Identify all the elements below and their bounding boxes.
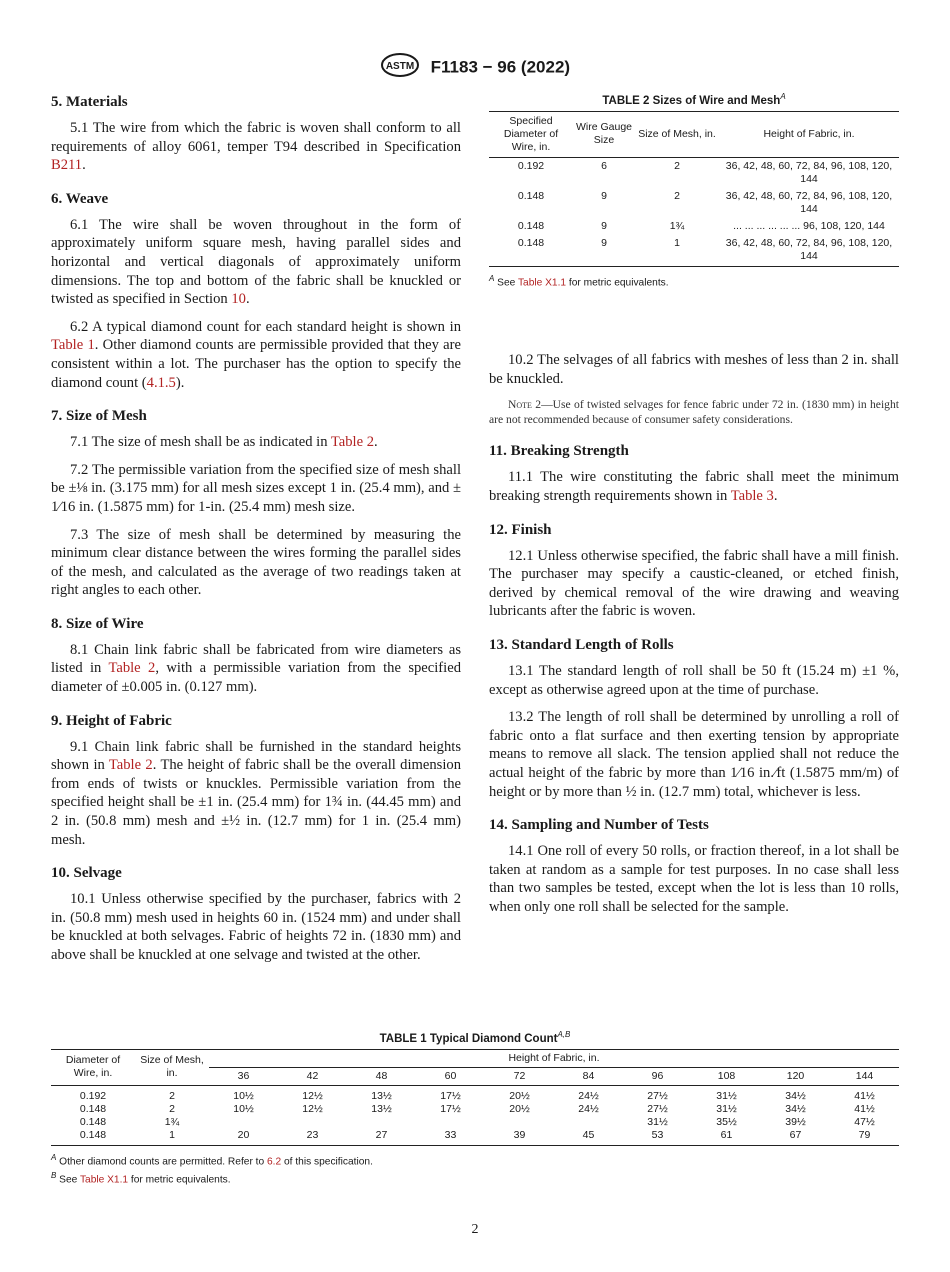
table-header-cell: 36 — [209, 1067, 278, 1085]
section-12 — [489, 520, 899, 621]
table-header-cell: 84 — [554, 1067, 623, 1085]
section-title: 5. Materials — [51, 94, 128, 110]
note-2: Note 2—Use of twisted selvages for fence fabric under 72 in. (1830 mm) in height are not recommended because of consumer safety considerations. — [489, 398, 899, 427]
table-cell — [209, 1116, 278, 1129]
table-cell: 31½ — [716, 1102, 737, 1115]
table-cell: ... ... ... ... ... ... 96, 108, 120, 144 — [733, 219, 885, 232]
paragraph-13-2: 13.2 The length of roll shall be determined by unrolling a roll of fabric onto a flat surface and then exerting tension by appropriate means to remove all slack. The tension applied shall not reduce the actual height of the fabric by more than 1⁄16 in.⁄ft (1.5875 mm/m) of height or by more than ½ in. (12.7 mm) total, whichever is less. — [489, 709, 899, 800]
section-7 — [51, 406, 461, 600]
table-cell: 34½ — [785, 1102, 806, 1115]
section-title: 8. Size of Wire — [51, 615, 144, 632]
table-header-cell: Height of Fabric, in. — [209, 1049, 899, 1067]
ref-link-table-2[interactable]: Table 2 — [108, 757, 153, 774]
table-cell: 10½ — [233, 1089, 254, 1102]
paragraph-7-1: 7.1 The size of mesh shall be as indicated in Table 2. — [70, 434, 378, 451]
table-cell: 0.148 — [51, 1129, 135, 1146]
table-cell: 0.192 — [79, 1089, 107, 1102]
table-header-cell: Size of Mesh, in. — [135, 1049, 209, 1085]
table-header-cell: 72 — [485, 1067, 554, 1085]
paragraph-11-1: 11.1 The wire constituting the fabric shall meet the minimum breaking strength requirements shown in Table 3. — [489, 469, 899, 504]
table-cell: 2 — [674, 189, 680, 202]
paragraph-6-1: 6.1 The wire shall be woven throughout in the form of approximately uniform square mesh, having parallel sides and horizontal and vertical diagonals of approximately uniform dimensions. The top and bottom of the fabric shall be knuckled or twisted as specified in Section 10. — [51, 216, 461, 308]
table-header-cell: 120 — [761, 1067, 830, 1085]
table-header-cell: 42 — [278, 1067, 347, 1085]
section-8 — [51, 614, 461, 697]
table-row — [51, 1085, 899, 1103]
paragraph-10-1: 10.1 Unless otherwise specified by the purchaser, fabrics with 2 in. (50.8 mm) mesh used in heights 60 in. (1524 mm) and under shall be knuckled at both selvages. Fabric of heights 72 in. (1830 mm) and above shall be knuckled at one selvage and twisted at the other. — [51, 891, 461, 963]
left-column — [51, 92, 461, 979]
table-cell: 36, 42, 48, 60, 72, 84, 96, 108, 120, 144 — [725, 189, 893, 215]
table-cell: 20 — [209, 1129, 278, 1146]
table-header-cell: 96 — [623, 1067, 692, 1085]
table-1-title: TABLE 1 Typical Diamond Count$^{A,B}$ — [379, 1030, 571, 1045]
astm-logo-icon — [380, 52, 420, 83]
table-cell: 0.148 — [489, 235, 573, 267]
table-cell: 1¾ — [669, 219, 685, 232]
table-cell: 17½ — [440, 1089, 461, 1102]
table-header-cell: 60 — [416, 1067, 485, 1085]
document-designation: F1183 − 96 (2022) — [430, 57, 571, 77]
ref-link-4-1-5[interactable]: 4.1.5 — [146, 374, 176, 391]
section-11 — [489, 441, 899, 505]
table-2-footnote: $^A$ See Table X1.1 for metric equivalents. — [489, 273, 669, 289]
table-cell: 23 — [278, 1129, 347, 1146]
table-cell — [554, 1116, 623, 1129]
table-row — [51, 1116, 899, 1129]
section-6 — [51, 189, 461, 392]
table-cell — [347, 1116, 416, 1129]
table-cell: 0.148 — [517, 189, 545, 202]
astm-logo-text: ASTM — [385, 61, 415, 72]
table-cell: 79 — [830, 1129, 899, 1146]
table-cell: 0.192 — [517, 159, 545, 172]
paragraph-13-1: 13.1 The standard length of roll shall be 50 ft (15.24 m) ±1 %, except as otherwise agreed upon at the time of purchase. — [489, 662, 899, 698]
table-cell: 39½ — [785, 1115, 806, 1128]
table-header-cell: 48 — [347, 1067, 416, 1085]
table-cell: 36, 42, 48, 60, 72, 84, 96, 108, 120, 144 — [725, 159, 893, 185]
table-cell: 24½ — [578, 1089, 599, 1102]
ref-link-table-x1-1[interactable]: Table X1.1 — [517, 277, 567, 289]
table-cell: 0.148 — [517, 219, 545, 232]
table-cell: 47½ — [854, 1115, 875, 1128]
section-10-continued — [489, 351, 899, 427]
table-cell: 12½ — [302, 1102, 323, 1115]
table-cell: 24½ — [578, 1102, 599, 1115]
table-cell: 20½ — [509, 1102, 530, 1115]
paragraph-14-1: 14.1 One roll of every 50 rolls, or fraction thereof, in a lot shall be taken at random as a sample for test purposes. In no case shall less than two samples be tested, except when the lot is less than 10 rolls, when only one roll shall be selected for the sample. — [489, 843, 899, 915]
table-cell: 0.148 — [79, 1102, 107, 1115]
ref-link-table-x1-1[interactable]: Table X1.1 — [79, 1174, 129, 1186]
table-header-cell: Height of Fabric, in. — [719, 111, 899, 157]
table-row — [51, 1129, 899, 1146]
table-cell: 36, 42, 48, 60, 72, 84, 96, 108, 120, 144 — [719, 235, 899, 267]
section-title: 14. Sampling and Number of Tests — [489, 817, 709, 834]
table-cell: 61 — [692, 1129, 761, 1146]
table-cell: 9 — [601, 219, 607, 232]
table-cell: 9 — [573, 235, 635, 267]
table-cell: 35½ — [716, 1115, 737, 1128]
ref-link-section-10[interactable]: 10 — [231, 291, 246, 308]
paragraph-7-3: 7.3 The size of mesh shall be determined by measuring the minimum clear distance between the wires forming the parallel sides of the mesh, and calculated as the average of two readings taken at right angles to each other. — [51, 526, 461, 599]
section-14 — [489, 815, 899, 916]
table-cell: 9 — [601, 189, 607, 202]
table-cell: 34½ — [785, 1089, 806, 1102]
table-row — [489, 235, 899, 267]
table-cell: 1¾ — [164, 1115, 180, 1128]
table-header-cell: Diameter of Wire, in. — [51, 1049, 135, 1085]
table-cell: 27½ — [647, 1089, 668, 1102]
table-cell: 67 — [761, 1129, 830, 1146]
section-title: 7. Size of Mesh — [51, 408, 147, 425]
section-title: 13. Standard Length of Rolls — [489, 636, 674, 653]
paragraph-6-2: 6.2 A typical diamond count for each standard height is shown in Table 1. Other diamond counts are permissible provided that they are consistent within a lot. The purchaser has the option to specify the diamond count (4.1.5). — [51, 318, 461, 391]
table-row — [489, 218, 899, 235]
table-cell: 27½ — [647, 1102, 668, 1115]
section-title: 10. Selvage — [51, 865, 122, 882]
table-cell — [485, 1116, 554, 1129]
paragraph-10-2: 10.2 The selvages of all fabrics with meshes of less than 2 in. shall be knuckled. — [489, 352, 899, 387]
paragraph-5-1: 5.1 The wire from which the fabric is woven shall conform to all requirements of alloy 6061, temper T94 described in Specification B211. — [51, 120, 461, 174]
table-cell: 13½ — [371, 1089, 392, 1102]
table-header-cell: 144 — [830, 1067, 899, 1085]
table-cell: 41½ — [854, 1102, 875, 1115]
table-cell — [416, 1116, 485, 1129]
table-row — [489, 188, 899, 218]
table-cell: 1 — [135, 1129, 209, 1146]
section-9 — [51, 711, 461, 850]
table-cell: 31½ — [647, 1115, 668, 1128]
table-1-footnote-b: $^B$ See Table X1.1 for metric equivalents. — [51, 1171, 231, 1186]
section-10 — [51, 863, 461, 964]
table-cell: 1 — [635, 235, 719, 267]
table-cell — [278, 1116, 347, 1129]
ref-link-table-3[interactable]: Table 3 — [730, 488, 774, 504]
ref-link-table-1[interactable]: Table 1 — [51, 337, 95, 354]
paragraph-12-1: 12.1 Unless otherwise specified, the fabric shall have a mill finish. The purchaser may specify a caustic-cleaned, or etched finish, derived by chemical removal of the wire drawing and weaving lubricants after the fabric is woven. — [489, 547, 899, 620]
table-cell: 41½ — [854, 1089, 875, 1102]
table-1-grid — [51, 1049, 899, 1146]
table-cell: 2 — [169, 1102, 175, 1115]
section-title: 9. Height of Fabric — [51, 712, 172, 729]
table-row — [51, 1103, 899, 1116]
table-cell: 53 — [623, 1129, 692, 1146]
paragraph-8-1: 8.1 Chain link fabric shall be fabricated from wire diameters as listed in Table 2, with a permissible variation from the specified diameter of ±0.005 in. (0.127 mm). — [51, 641, 461, 696]
page-number: 2 — [471, 1222, 479, 1237]
table-cell: 2 — [169, 1089, 175, 1102]
ref-link-6-2[interactable]: 6.2 — [267, 1156, 282, 1168]
table-cell: 0.148 — [79, 1115, 107, 1128]
table-cell: 12½ — [302, 1089, 323, 1102]
table-cell: 10½ — [233, 1102, 254, 1115]
table-cell: 45 — [554, 1129, 623, 1146]
table-2-title: TABLE 2 Sizes of Wire and Mesh$^A$ — [602, 92, 786, 107]
table-2 — [489, 92, 899, 289]
table-header-cell: Specified Diameter of Wire, in. — [489, 111, 573, 157]
right-column — [489, 92, 899, 931]
table-2-grid — [489, 111, 899, 267]
table-cell: 17½ — [440, 1102, 461, 1115]
table-header-cell: Wire Gauge Size — [573, 111, 635, 157]
section-5 — [51, 92, 461, 175]
table-cell: 6 — [601, 159, 607, 172]
table-cell: 33 — [416, 1129, 485, 1146]
section-title: 11. Breaking Strength — [489, 443, 629, 460]
table-header-cell: Size of Mesh, in. — [635, 111, 719, 157]
ref-link-table-2[interactable]: Table 2 — [330, 434, 375, 451]
table-header-cell: 108 — [692, 1067, 761, 1085]
paragraph-9-1: 9.1 Chain link fabric shall be furnished in the standard heights shown in Table 2. The height of fabric shall be the overall dimension from ends of twists or knuckles. Permissible variation from the specified height shall be ±1 in. (25.4 mm) for 1¾ in. (44.45 mm) and 2 in. (50.8 mm) mesh and ±½ in. (12.7 mm) for 1 in. (25.4 mm) mesh. — [51, 738, 461, 848]
section-title: 12. Finish — [489, 521, 552, 538]
table-cell: 39 — [485, 1129, 554, 1146]
table-1 — [51, 1030, 899, 1187]
section-title: 6. Weave — [51, 190, 109, 207]
table-cell: 2 — [674, 159, 680, 172]
paragraph-7-2: 7.2 The permissible variation from the specified size of mesh shall be ±⅛ in. (3.175 mm) for all mesh sizes except 1 in. (25.4 mm), and ± 1⁄16 in. (1.5875 mm) for 1-in. (25.4 mm) mesh size. — [51, 461, 461, 515]
table-1-footnote-a: $^A$ Other diamond counts are permitted. Refer to 6.2 of this specification. — [51, 1152, 373, 1168]
table-row — [489, 157, 899, 188]
ref-link-table-2[interactable]: Table 2 — [108, 660, 156, 677]
table-cell: 27 — [347, 1129, 416, 1146]
table-cell: 20½ — [509, 1089, 530, 1102]
section-13 — [489, 635, 899, 801]
table-cell: 13½ — [371, 1102, 392, 1115]
ref-link-b211[interactable]: B211 — [51, 157, 83, 174]
table-cell: 31½ — [716, 1089, 737, 1102]
page-header — [0, 52, 950, 83]
